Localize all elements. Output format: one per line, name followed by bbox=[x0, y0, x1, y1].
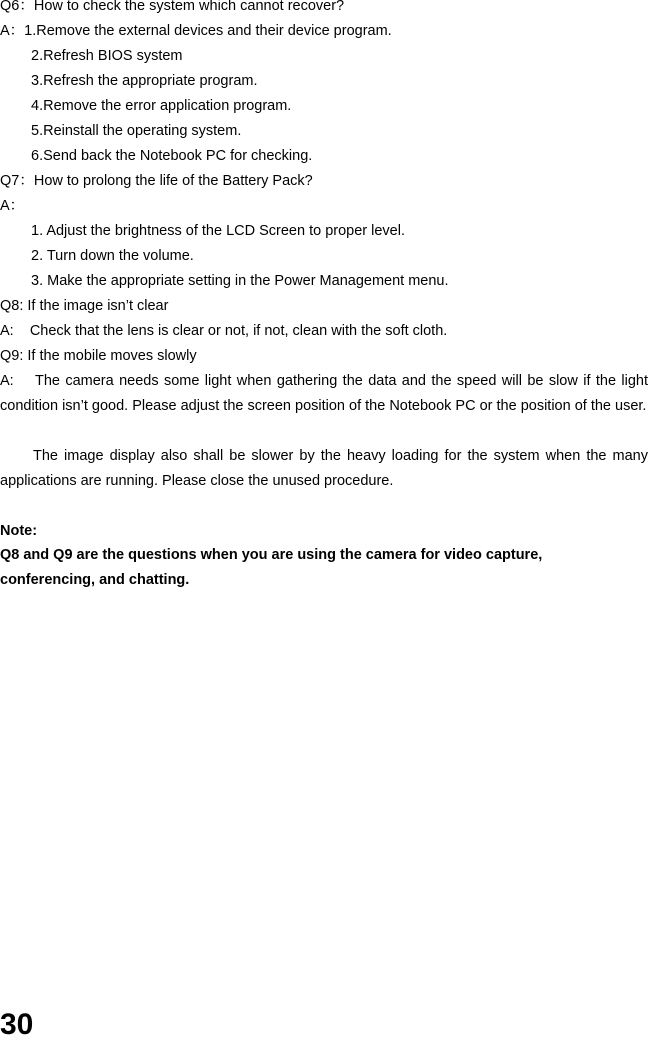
q6-step-3: 3.Refresh the appropriate program. bbox=[31, 73, 258, 89]
note-text: Q8 and Q9 are the questions when you are using the camera for video capture, conferencing, and chatting. bbox=[0, 547, 543, 588]
q6-step-6: 6.Send back the Notebook PC for checking. bbox=[31, 148, 313, 164]
q7-question: Q7：How to prolong the life of the Battery Pack? bbox=[0, 173, 313, 189]
q7-answer-label: A： bbox=[0, 198, 25, 214]
q6-step-2: 2.Refresh BIOS system bbox=[31, 48, 183, 64]
q6-step-5: 5.Reinstall the operating system. bbox=[31, 123, 242, 139]
q6-answer-first: A：1.Remove the external devices and their device program. bbox=[0, 23, 392, 39]
q9-question: Q9: If the mobile moves slowly bbox=[0, 348, 197, 364]
q7-step-1: 1. Adjust the brightness of the LCD Screen to proper level. bbox=[31, 223, 405, 239]
q8-answer: A: Check that the lens is clear or not, if not, clean with the soft cloth. bbox=[0, 323, 448, 339]
page-number: 30 bbox=[0, 1008, 34, 1041]
q7-step-2: 2. Turn down the volume. bbox=[31, 248, 194, 264]
q8-question: Q8: If the image isn’t clear bbox=[0, 298, 169, 314]
note-title: Note: bbox=[0, 523, 38, 539]
q9-answer-paragraph-2: The image display also shall be slower by the heavy loading for the system when the many applications are running. Please close the unused procedure. bbox=[0, 448, 648, 489]
q6-step-4: 4.Remove the error application program. bbox=[31, 98, 292, 114]
q7-step-3: 3. Make the appropriate setting in the Power Management menu. bbox=[31, 273, 449, 289]
q9-answer-paragraph-1: A: The camera needs some light when gathering the data and the speed will be slow if the light condition isn’t good. Please adjust the screen position of the Notebook PC or the position of the user. bbox=[0, 373, 648, 414]
q6-question: Q6：How to check the system which cannot recover? bbox=[0, 0, 345, 14]
